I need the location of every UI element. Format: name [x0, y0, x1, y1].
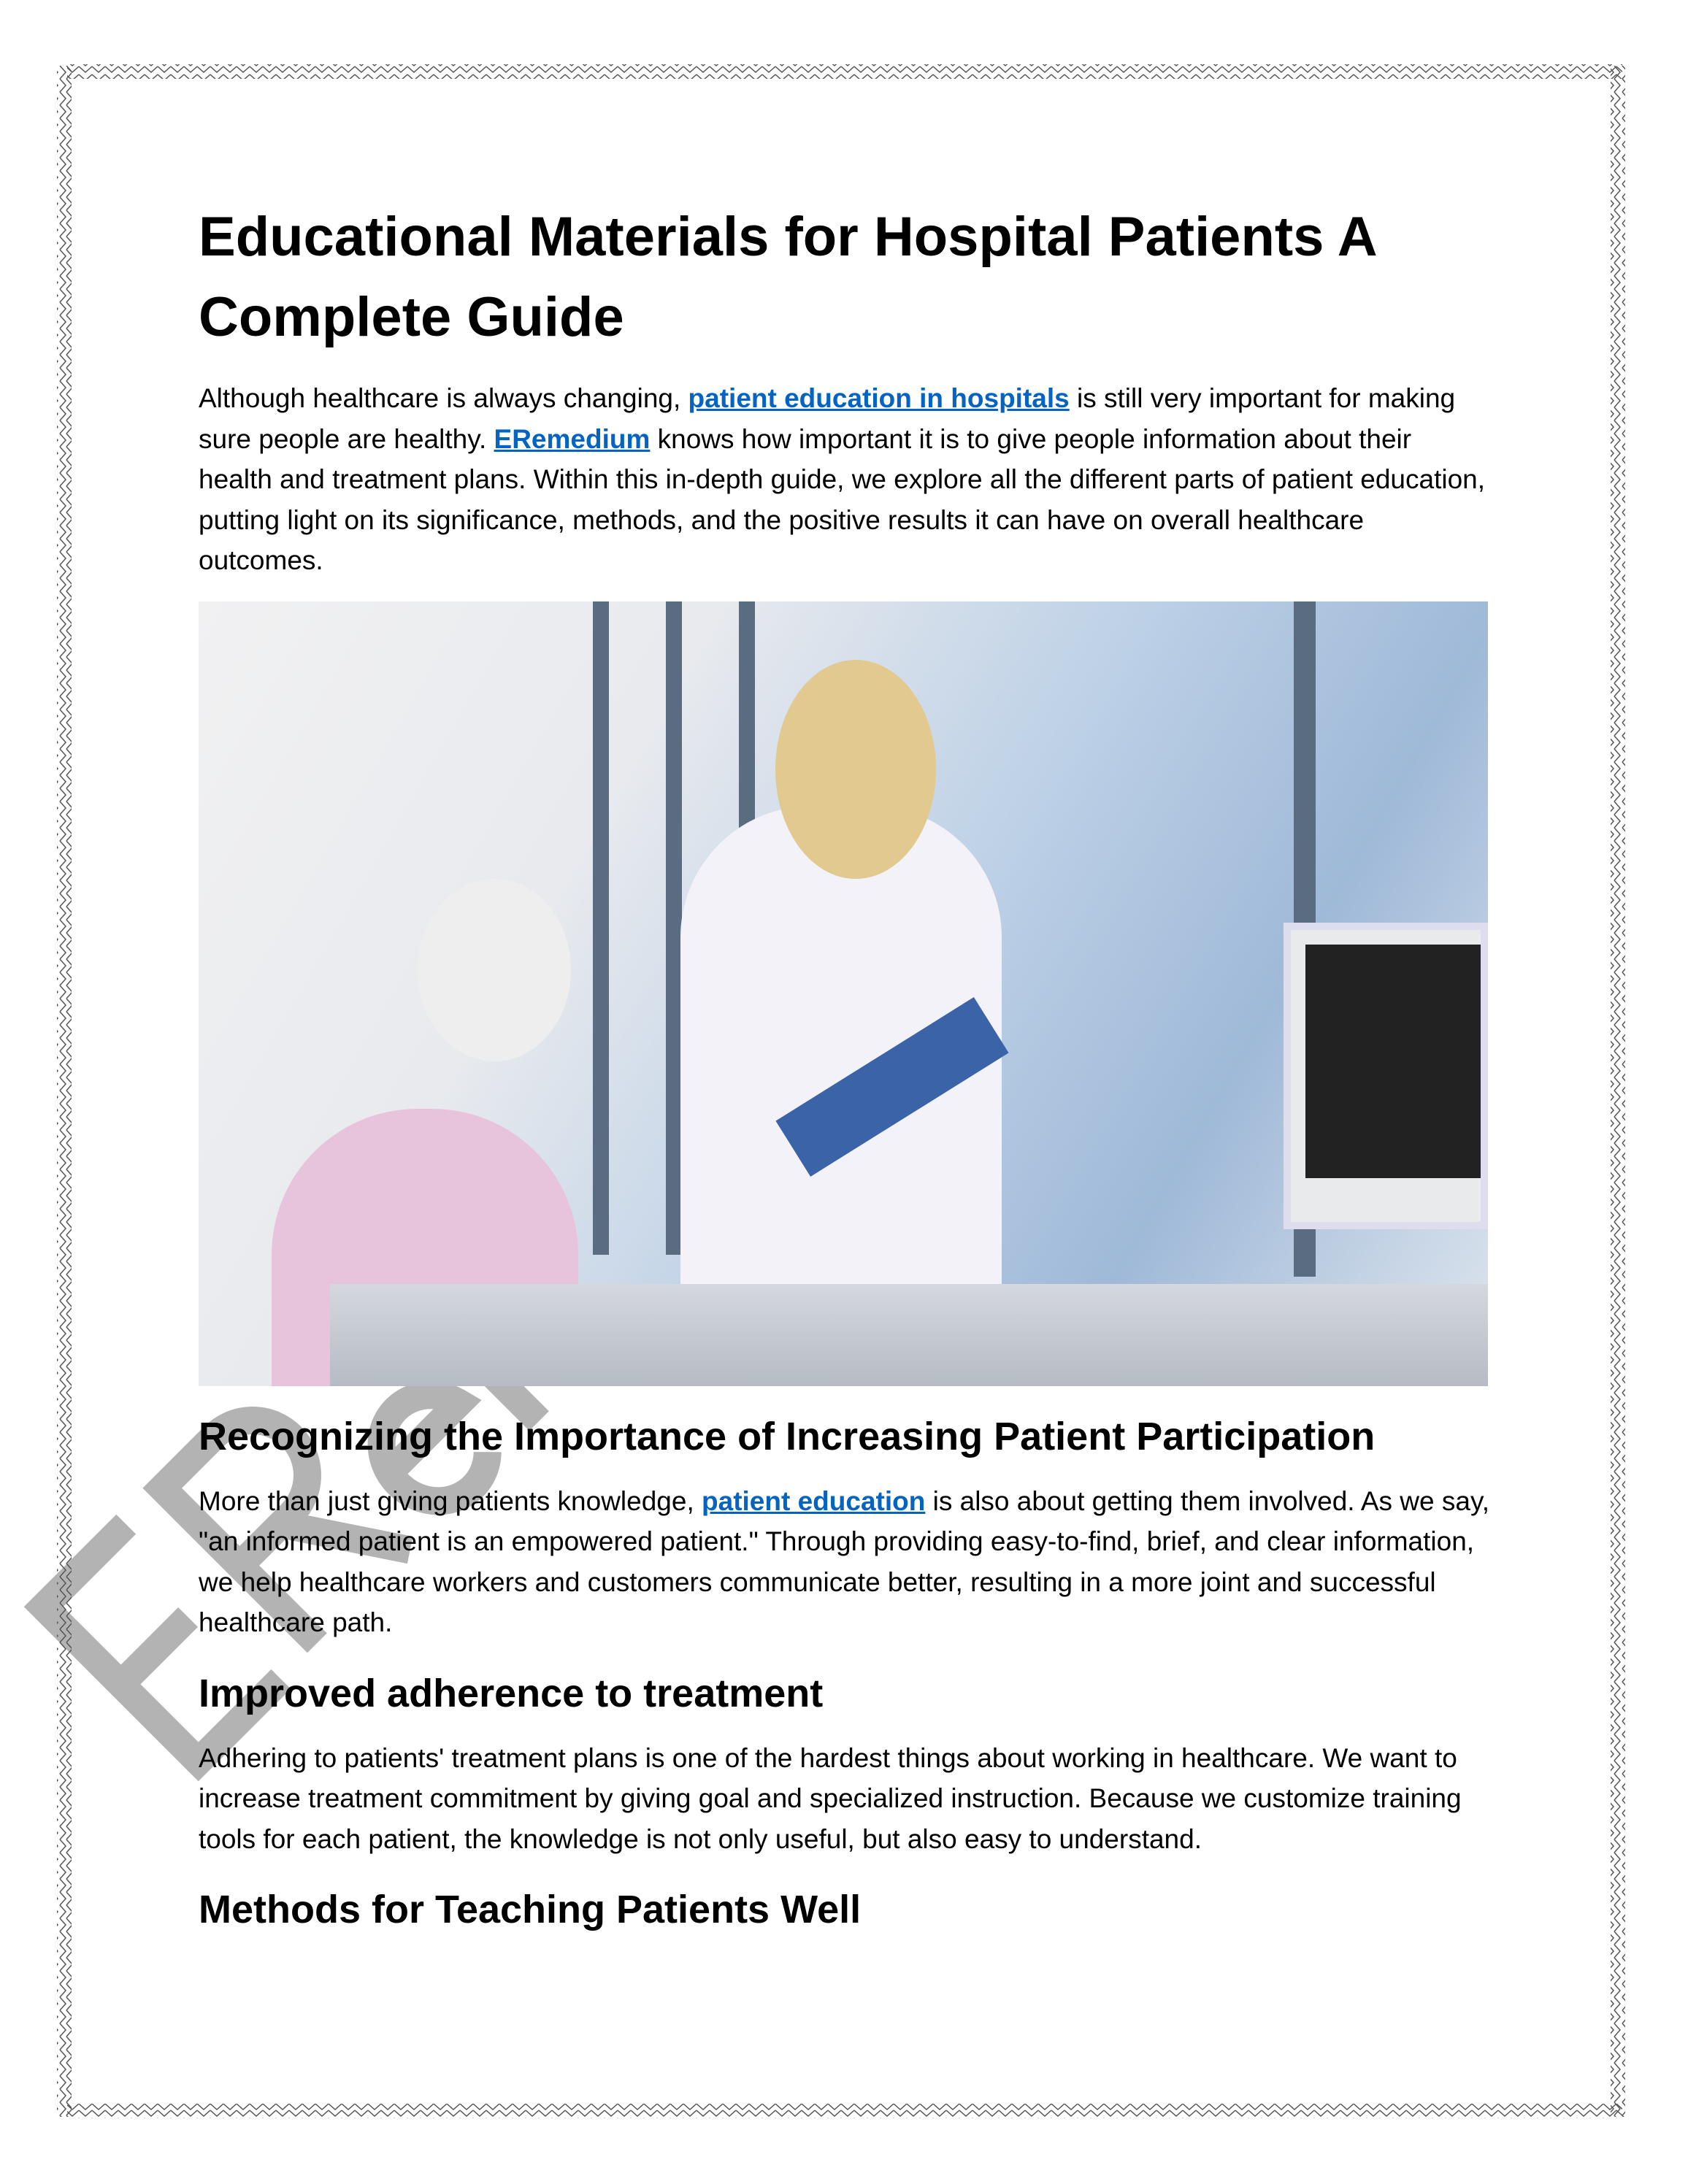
- patient-education-hospitals-link[interactable]: patient education in hospitals: [688, 383, 1070, 413]
- doctor-patient-image: [199, 601, 1488, 1386]
- eremedium-link[interactable]: ERemedium: [494, 423, 651, 454]
- intro-text: Although healthcare is always changing,: [199, 383, 688, 413]
- section-paragraph: [199, 1481, 1491, 1643]
- section-heading: Improved adherence to treatment: [199, 1671, 824, 1715]
- intro-text: knows how important it is to give people information about their health and treatment plans. Within this in-depth guide, we explore all the different parts of patient education, putting light on its significance, methods, and the positive results it can have on overall healthcare outcomes.: [199, 423, 1486, 575]
- intro-text: is still very important for making sure people are healthy.: [199, 383, 1456, 454]
- section-heading: Recognizing the Importance of Increasing Patient Participation: [199, 1414, 1376, 1458]
- section-text: is also about getting them involved. As we say, "an informed patient is an empowered patient." Through providing easy-to-find, brief, and clear information, we help healthcare workers and customers communicate better, resulting in a more joint and successful healthcare path.: [199, 1485, 1489, 1637]
- section-text: More than just giving patients knowledge,: [199, 1485, 702, 1516]
- section-heading: Methods for Teaching Patients Well: [199, 1888, 862, 1931]
- patient-education-link[interactable]: patient education: [702, 1485, 926, 1516]
- page-title: Educational Materials for Hospital Patients A Complete Guide: [199, 206, 1376, 348]
- intro-paragraph: [199, 378, 1491, 581]
- section-paragraph: Adhering to patients' treatment plans is one of the hardest things about working in healthcare. We want to increase treatment commitment by giving goal and specialized instruction. Because we customize training tools for each patient, the knowledge is not only useful, but also easy to understand.: [199, 1742, 1462, 1854]
- document-body: [199, 197, 1491, 1954]
